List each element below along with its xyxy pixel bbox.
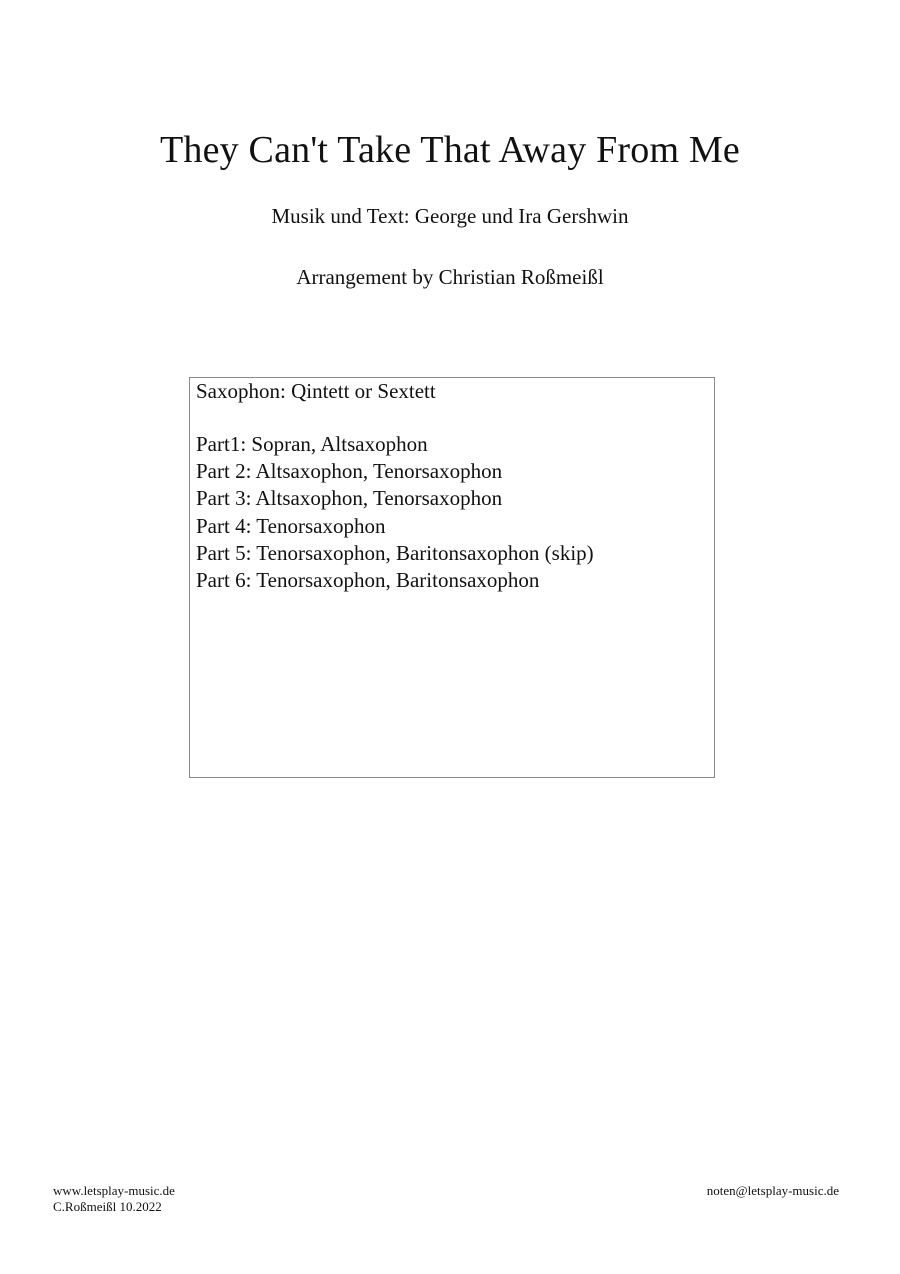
part-item: Part1: Sopran, Altsaxophon (196, 432, 428, 456)
part-item: Part 2: Altsaxophon, Tenorsaxophon (196, 459, 503, 484)
page-title: They Can't Take That Away From Me (159, 129, 740, 171)
parts-list (196, 431, 594, 594)
footer-website: www.letsplay-music.de (53, 1183, 175, 1198)
footer-author-date: C.Roßmeißl 10.2022 (53, 1199, 162, 1214)
part-item: Part 3: Altsaxophon, Tenorsaxophon (196, 486, 503, 511)
part-item: Part 5: Tenorsaxophon, Baritonsaxophon (skip) (196, 540, 594, 565)
arranger-line: Arrangement by Christian Roßmeißl (296, 265, 604, 289)
part-item: Part 4: Tenorsaxophon (196, 513, 386, 538)
footer-email: noten@letsplay-music.de (706, 1183, 839, 1198)
part-item: Part 6: Tenorsaxophon, Baritonsaxophon (196, 568, 540, 593)
composer-line: Musik und Text: George und Ira Gershwin (271, 204, 629, 228)
instrumentation-heading: Saxophon: Qintett or Sextett (196, 379, 436, 403)
